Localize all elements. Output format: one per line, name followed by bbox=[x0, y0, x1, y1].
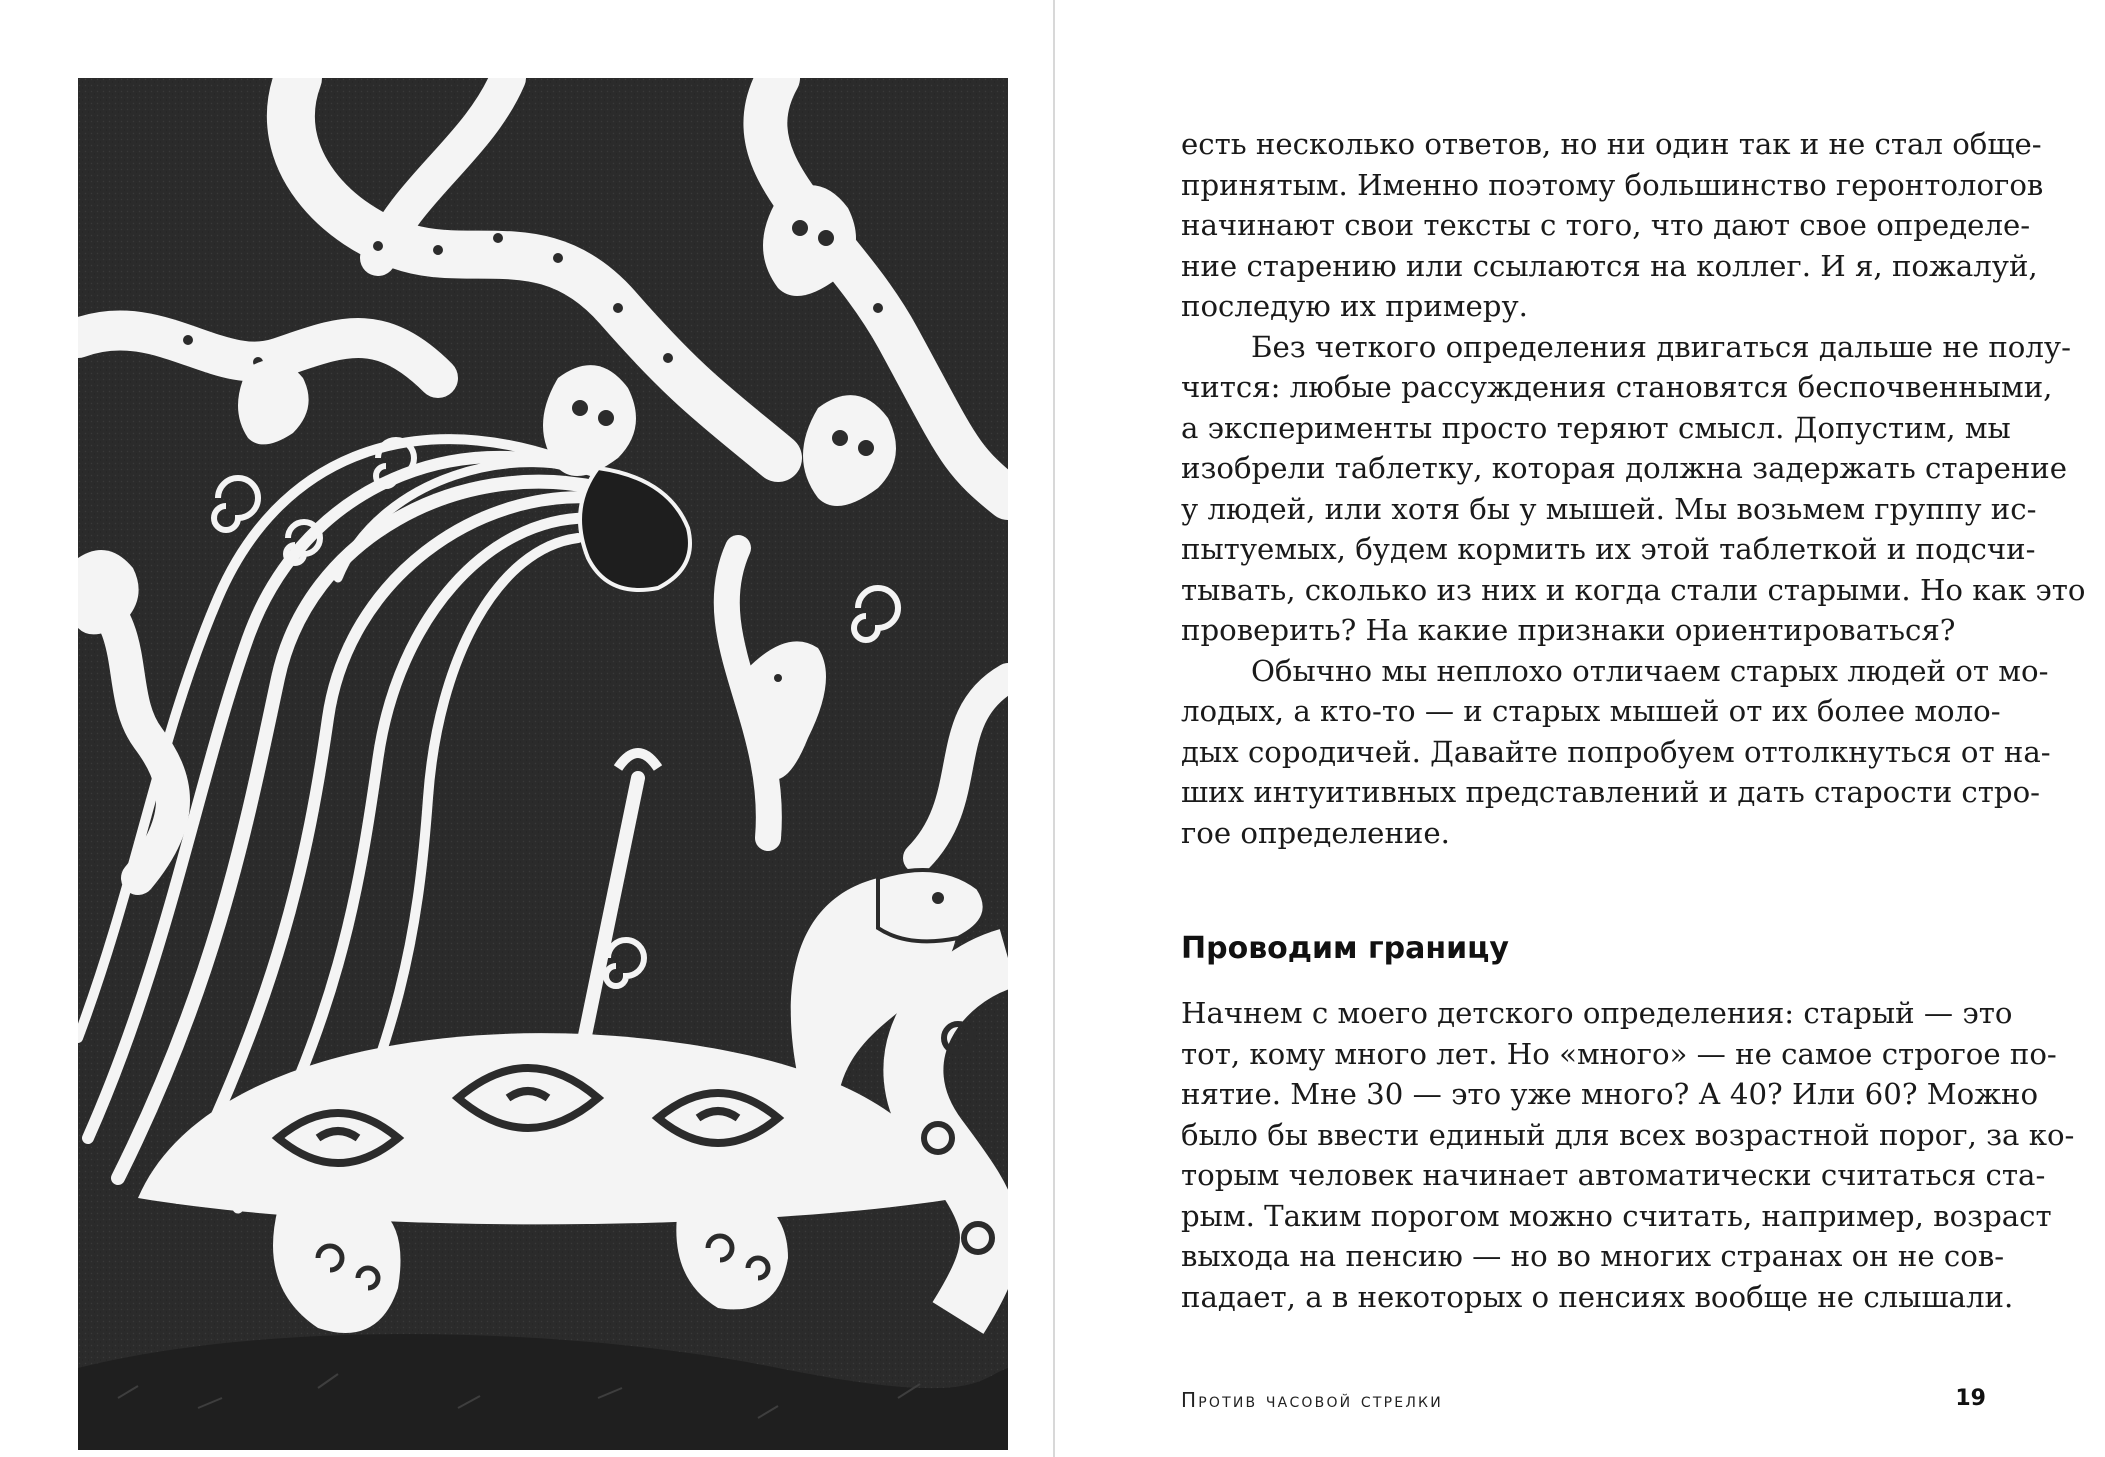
section-heading: Проводим границу bbox=[1181, 931, 1509, 966]
text-line: выхода на пенсию — но во многих странах он не сов- bbox=[1181, 1239, 2005, 1273]
text-line: лодых, а кто-то — и старых мышей от их более моло- bbox=[1181, 694, 2001, 728]
paragraph-3 bbox=[1181, 651, 2051, 854]
text-line: рым. Таким порогом можно считать, например, возраст bbox=[1181, 1198, 2052, 1233]
text-line: Без четкого определения двигаться дальше не полу- bbox=[1251, 329, 2071, 364]
text-line: ших интуитивных представлений и дать старости стро- bbox=[1181, 775, 2041, 809]
illustration bbox=[78, 78, 1008, 1450]
text-line: гое определение. bbox=[1181, 815, 1450, 850]
text-line: принятым. Именно поэтому большинство геронтологов bbox=[1181, 167, 2044, 202]
text-line: дых сородичей. Давайте попробуем оттолкнуться от на- bbox=[1181, 734, 2051, 769]
text-line: тывать, сколько из них и когда стали старыми. Но как это bbox=[1181, 572, 2086, 607]
text-line: последую их примеру. bbox=[1181, 289, 1528, 323]
text-page bbox=[1181, 124, 2086, 1317]
text-line: Начнем с моего детского определения: старый — это bbox=[1181, 996, 2013, 1030]
text-line: нятие. Мне 30 — это уже много? А 40? Или 60? Можно bbox=[1181, 1077, 2039, 1111]
text-line: есть несколько ответов, но ни один так и не стал обще- bbox=[1181, 127, 2042, 161]
text-line: Обычно мы неплохо отличаем старых людей от мо- bbox=[1251, 653, 2049, 688]
text-line: проверить? На какие признаки ориентироваться? bbox=[1181, 613, 1956, 647]
page-number: 19 bbox=[1955, 1386, 1986, 1411]
illustration-artwork bbox=[78, 78, 1008, 1450]
page-footer bbox=[1181, 1388, 1986, 1418]
page-gutter bbox=[1053, 0, 1055, 1457]
text-line: изобрели таблетку, которая должна задержать старение bbox=[1181, 451, 2068, 485]
text-line: а эксперименты просто теряют смысл. Допустим, мы bbox=[1181, 410, 2011, 445]
paragraph-1 bbox=[1181, 124, 2044, 327]
text-line: пытуемых, будем кормить их этой таблеткой и подсчи- bbox=[1181, 532, 2036, 566]
text-line: торым человек начинает автоматически считаться ста- bbox=[1181, 1158, 2046, 1192]
text-line: было бы ввести единый для всех возрастной порог, за ко- bbox=[1181, 1117, 2075, 1152]
text-line: у людей, или хотя бы у мышей. Мы возьмем группу ис- bbox=[1181, 491, 2037, 526]
paragraph-2 bbox=[1181, 327, 2086, 651]
running-title: Против часовой стрелки bbox=[1181, 1388, 1443, 1412]
text-line: начинают свои тексты с того, что дают свое определе- bbox=[1181, 208, 2031, 242]
text-line: чится: любые рассуждения становятся беспочвенными, bbox=[1181, 370, 2053, 404]
paragraph-4 bbox=[1181, 993, 2075, 1317]
text-line: тот, кому много лет. Но «много» — не самое строгое по- bbox=[1181, 1036, 2057, 1071]
text-line: падает, а в некоторых о пенсиях вообще не слышали. bbox=[1181, 1279, 2014, 1314]
text-line: ние старению или ссылаются на коллег. И я, пожалуй, bbox=[1181, 248, 2038, 283]
